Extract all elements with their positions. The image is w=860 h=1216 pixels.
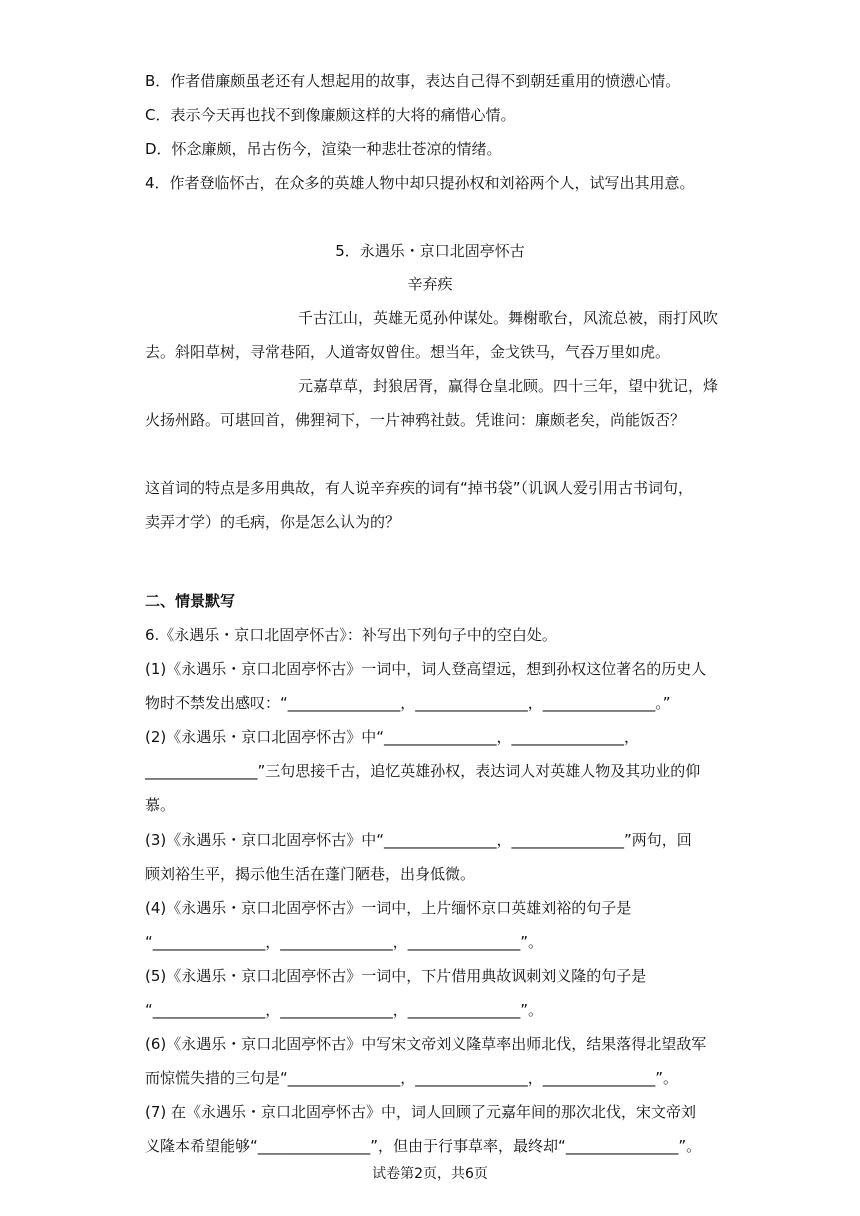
fill-item: “_______________，_______________，_______________”。 (145, 1001, 544, 1019)
poem-line: 元嘉草草，封狼居胥，赢得仓皇北顾。四十三年，望中犹记，烽 (298, 377, 719, 395)
fill-item: 义隆本希望能够“_______________”，但由于行事草率，最终却“_______________”。 (145, 1137, 702, 1155)
fill-item: (5)《永遇乐・京口北固亭怀古》一词中，下片借用典故讽刺刘义隆的句子是 (145, 967, 647, 985)
fill-item: 物时不禁发出感叹：“_______________，_______________，_______________。” (145, 694, 671, 712)
option-c: C．表示今天再也找不到像廉颇这样的大将的痛惜心情。 (145, 106, 516, 124)
fill-item: 慕。 (145, 796, 176, 814)
poem-line: 千古江山，英雄无觅孙仲谋处。舞榭歌台，风流总被，雨打风吹 (298, 309, 719, 327)
poem-line: 火扬州路。可堪回首，佛狸祠下，一片神鸦社鼓。凭谁问：廉颇老矣，尚能饭否？ (145, 411, 686, 429)
fill-item: “_______________，_______________，_______________”。 (145, 933, 544, 951)
fill-item: (1)《永遇乐・京口北固亭怀古》一词中，词人登高望远，想到孙权这位著名的历史人 (145, 660, 707, 678)
fill-item: 顾刘裕生平，揭示他生活在蓬门陋巷，出身低微。 (145, 865, 476, 883)
question-6-intro: 6.《永遇乐・京口北固亭怀古》：补写出下列句子中的空白处。 (145, 626, 557, 644)
fill-item: (6)《永遇乐・京口北固亭怀古》中写宋文帝刘义隆草率出师北伐，结果落得北望敌军 (145, 1035, 707, 1053)
option-d: D．怀念廉颇，吊古伤今，渲染一种悲壮苍凉的情绪。 (145, 140, 502, 158)
question-4: 4．作者登临怀古，在众多的英雄人物中却只提孙权和刘裕两个人，试写出其用意。 (145, 174, 695, 192)
poem-title: 5．永遇乐・京口北固亭怀古 (335, 242, 525, 260)
page-footer: 试卷第2页，共6页 (372, 1166, 488, 1182)
option-b: B．作者借廉颇虽老还有人想起用的故事，表达自己得不到朝廷重用的愤懑心情。 (145, 72, 681, 90)
question-5-text: 卖弄才学）的毛病，你是怎么认为的？ (145, 513, 401, 531)
fill-item: _______________”三句思接千古，追忆英雄孙权，表达词人对英雄人物及其功业的仰 (145, 762, 701, 780)
fill-item: (4)《永遇乐・京口北固亭怀古》一词中，上片缅怀京口英雄刘裕的句子是 (145, 899, 632, 917)
question-5-text: 这首词的特点是多用典故，有人说辛弃疾的词有“掉书袋”（讥讽人爱引用古书词句， (145, 479, 694, 497)
poem-line: 去。斜阳草树，寻常巷陌，人道寄奴曾住。想当年，金戈铁马，气吞万里如虎。 (145, 343, 671, 361)
section-heading: 二、情景默写 (145, 592, 236, 610)
fill-item: (3)《永遇乐・京口北固亭怀古》中“_______________，_______________”两句，回 (145, 831, 692, 849)
fill-item: 而惊慌失措的三句是“_______________，_______________，_______________”。 (145, 1069, 679, 1087)
fill-item: (2)《永遇乐・京口北固亭怀古》中“_______________，_______________， (145, 728, 640, 746)
fill-item: (7) 在《永遇乐・京口北固亭怀古》中，词人回顾了元嘉年间的那次北伐，宋文帝刘 (145, 1103, 697, 1121)
poem-author: 辛弃疾 (407, 275, 453, 293)
